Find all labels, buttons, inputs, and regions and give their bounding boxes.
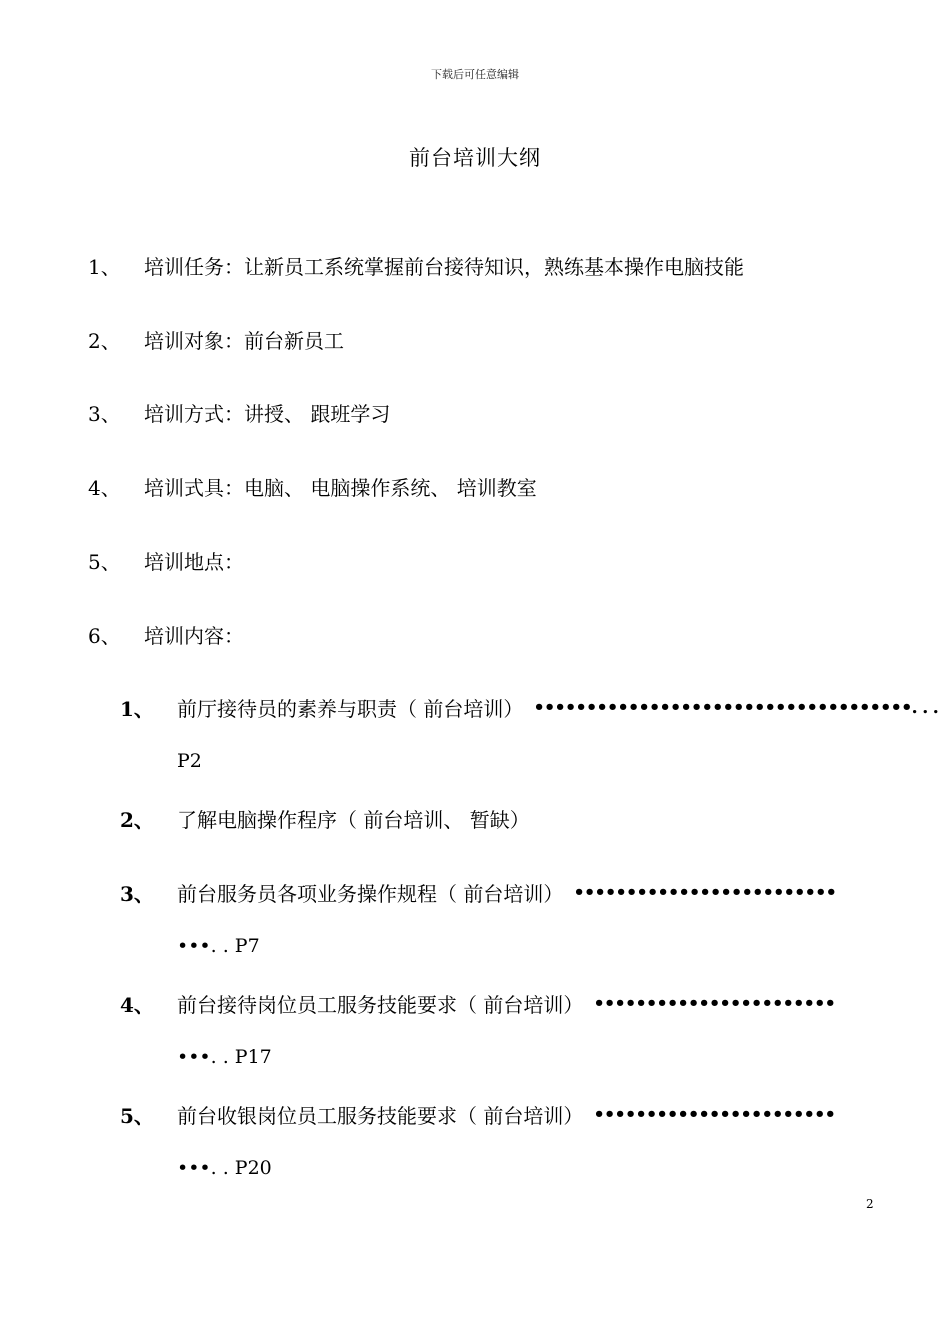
entry-text: 前台收银岗位员工服务技能要求（ 前台培训） (177, 1103, 584, 1128)
entry-text: 前厅接待员的素养与职责（ 前台培训） (177, 696, 524, 721)
entry-number: 3、 (120, 881, 154, 906)
page-ref: •••. . P7 (177, 935, 260, 957)
content-entry-4 (120, 988, 835, 1072)
item-text: 培训地点： (144, 549, 244, 574)
content-entry-1 (120, 692, 938, 776)
outline-item-location (88, 545, 244, 575)
item-text: 培训对象：前台新员工 (144, 328, 344, 353)
leader-dots: ••••••••••••••••••••••••••••••••••••. . . (533, 696, 938, 718)
page-ref: •••. . P20 (177, 1157, 272, 1179)
item-number: 5、 (88, 549, 121, 574)
item-text: 培训式具：电脑、 电脑操作系统、 培训教室 (144, 475, 537, 500)
content-entry-2 (120, 803, 530, 833)
item-number: 1、 (88, 254, 121, 279)
outline-item-audience (88, 324, 344, 354)
entry-text: 前台接待岗位员工服务技能要求（ 前台培训） (177, 992, 584, 1017)
item-text: 培训方式：讲授、 跟班学习 (144, 401, 391, 426)
item-text: 培训任务：让新员工系统掌握前台接待知识，熟练基本操作电脑技能 (144, 254, 744, 279)
page-ref: P2 (177, 750, 202, 772)
entry-number: 1、 (120, 696, 154, 721)
leader-dots: ••••••••••••••••••••••• (593, 992, 835, 1014)
outline-item-task (88, 250, 744, 280)
leader-dots: ••••••••••••••••••••••••• (573, 881, 836, 903)
content-entry-5 (120, 1099, 835, 1183)
item-number: 2、 (88, 328, 121, 353)
item-text: 培训内容： (144, 623, 244, 648)
item-number: 4、 (88, 475, 121, 500)
header-note: 下载后可任意编辑 (431, 68, 519, 81)
entry-number: 4、 (120, 992, 154, 1017)
entry-text: 了解电脑操作程序（ 前台培训、 暂缺） (177, 807, 530, 832)
page-title: 前台培训大纲 (409, 146, 541, 170)
item-number: 3、 (88, 401, 121, 426)
outline-item-content (88, 619, 244, 649)
entry-number: 2、 (120, 807, 154, 832)
entry-number: 5、 (120, 1103, 154, 1128)
leader-dots: ••••••••••••••••••••••• (593, 1103, 835, 1125)
item-number: 6、 (88, 623, 121, 648)
outline-item-tools (88, 471, 537, 501)
page-number: 2 (866, 1197, 874, 1211)
content-entry-3 (120, 877, 836, 961)
outline-item-method (88, 397, 390, 427)
page-ref: •••. . P17 (177, 1046, 272, 1068)
entry-text: 前台服务员各项业务操作规程（ 前台培训） (177, 881, 564, 906)
